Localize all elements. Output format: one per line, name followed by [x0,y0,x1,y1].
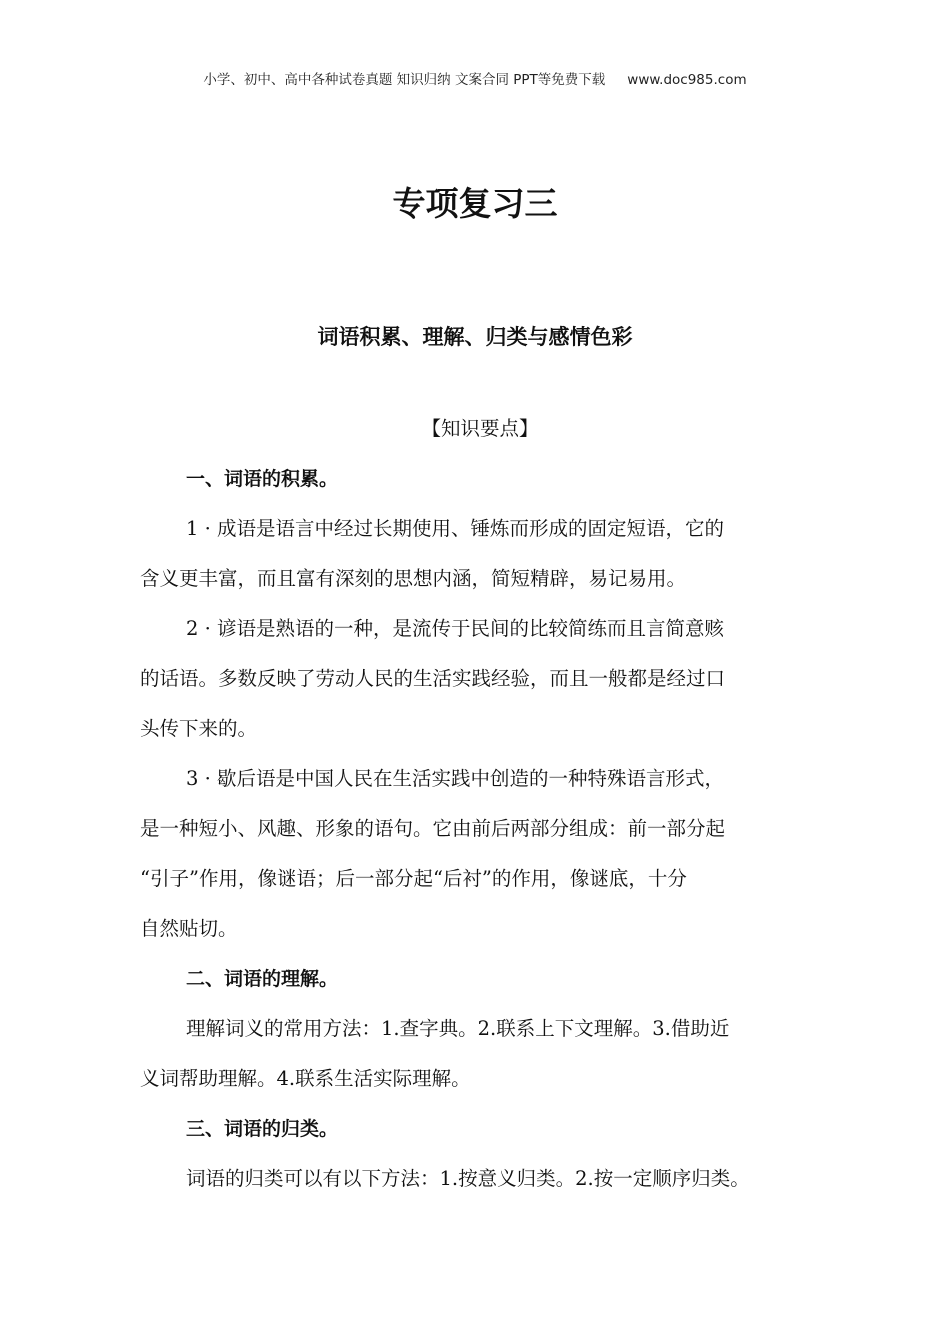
paragraph-line: “引子”作用，像谜语；后一部分起“后衬”的作用，像谜底，十分 [140,867,687,890]
header-site: www.doc985.com [627,72,747,88]
page-header [0,68,950,88]
document-body [140,404,820,1204]
header-text: 小学、初中、高中各种试卷真题 知识归纳 文案合同 PPT等免费下载 [203,72,606,88]
paragraph-line: 头传下来的。 [140,717,258,740]
section-heading-classification: 三、词语的归类。 [186,1118,339,1140]
paragraph-line: 3 · 歇后语是中国人民在生活实践中创造的一种特殊语言形式， [186,767,725,790]
document-title: 专项复习三 [392,184,558,223]
document-subtitle: 词语积累、理解、归类与感情色彩 [317,325,633,349]
paragraph-line: 词语的归类可以有以下方法：1.按意义归类。2.按一定顺序归类。 [186,1167,750,1190]
paragraph-line: 2 · 谚语是熟语的一种，是流传于民间的比较简练而且言简意赅 [186,617,725,640]
paragraph-line: 是一种短小、风趣、形象的语句。它由前后两部分组成：前一部分起 [140,817,726,840]
knowledge-points-label: 【知识要点】 [421,417,539,440]
section-heading-understanding: 二、词语的理解。 [186,968,339,990]
paragraph-line: 1 · 成语是语言中经过长期使用、锤炼而形成的固定短语，它的 [186,517,725,540]
paragraph-line: 义词帮助理解。4.联系生活实际理解。 [140,1067,471,1090]
paragraph-line: 的话语。多数反映了劳动人民的生活实践经验，而且一般都是经过口 [140,667,726,690]
section-heading-accumulation: 一、词语的积累。 [186,468,339,490]
paragraph-line: 理解词义的常用方法：1.查字典。2.联系上下文理解。3.借助近 [186,1017,730,1040]
paragraph-line: 自然贴切。 [140,917,238,940]
paragraph-line: 含义更丰富，而且富有深刻的思想内涵，简短精辟，易记易用。 [140,567,687,590]
